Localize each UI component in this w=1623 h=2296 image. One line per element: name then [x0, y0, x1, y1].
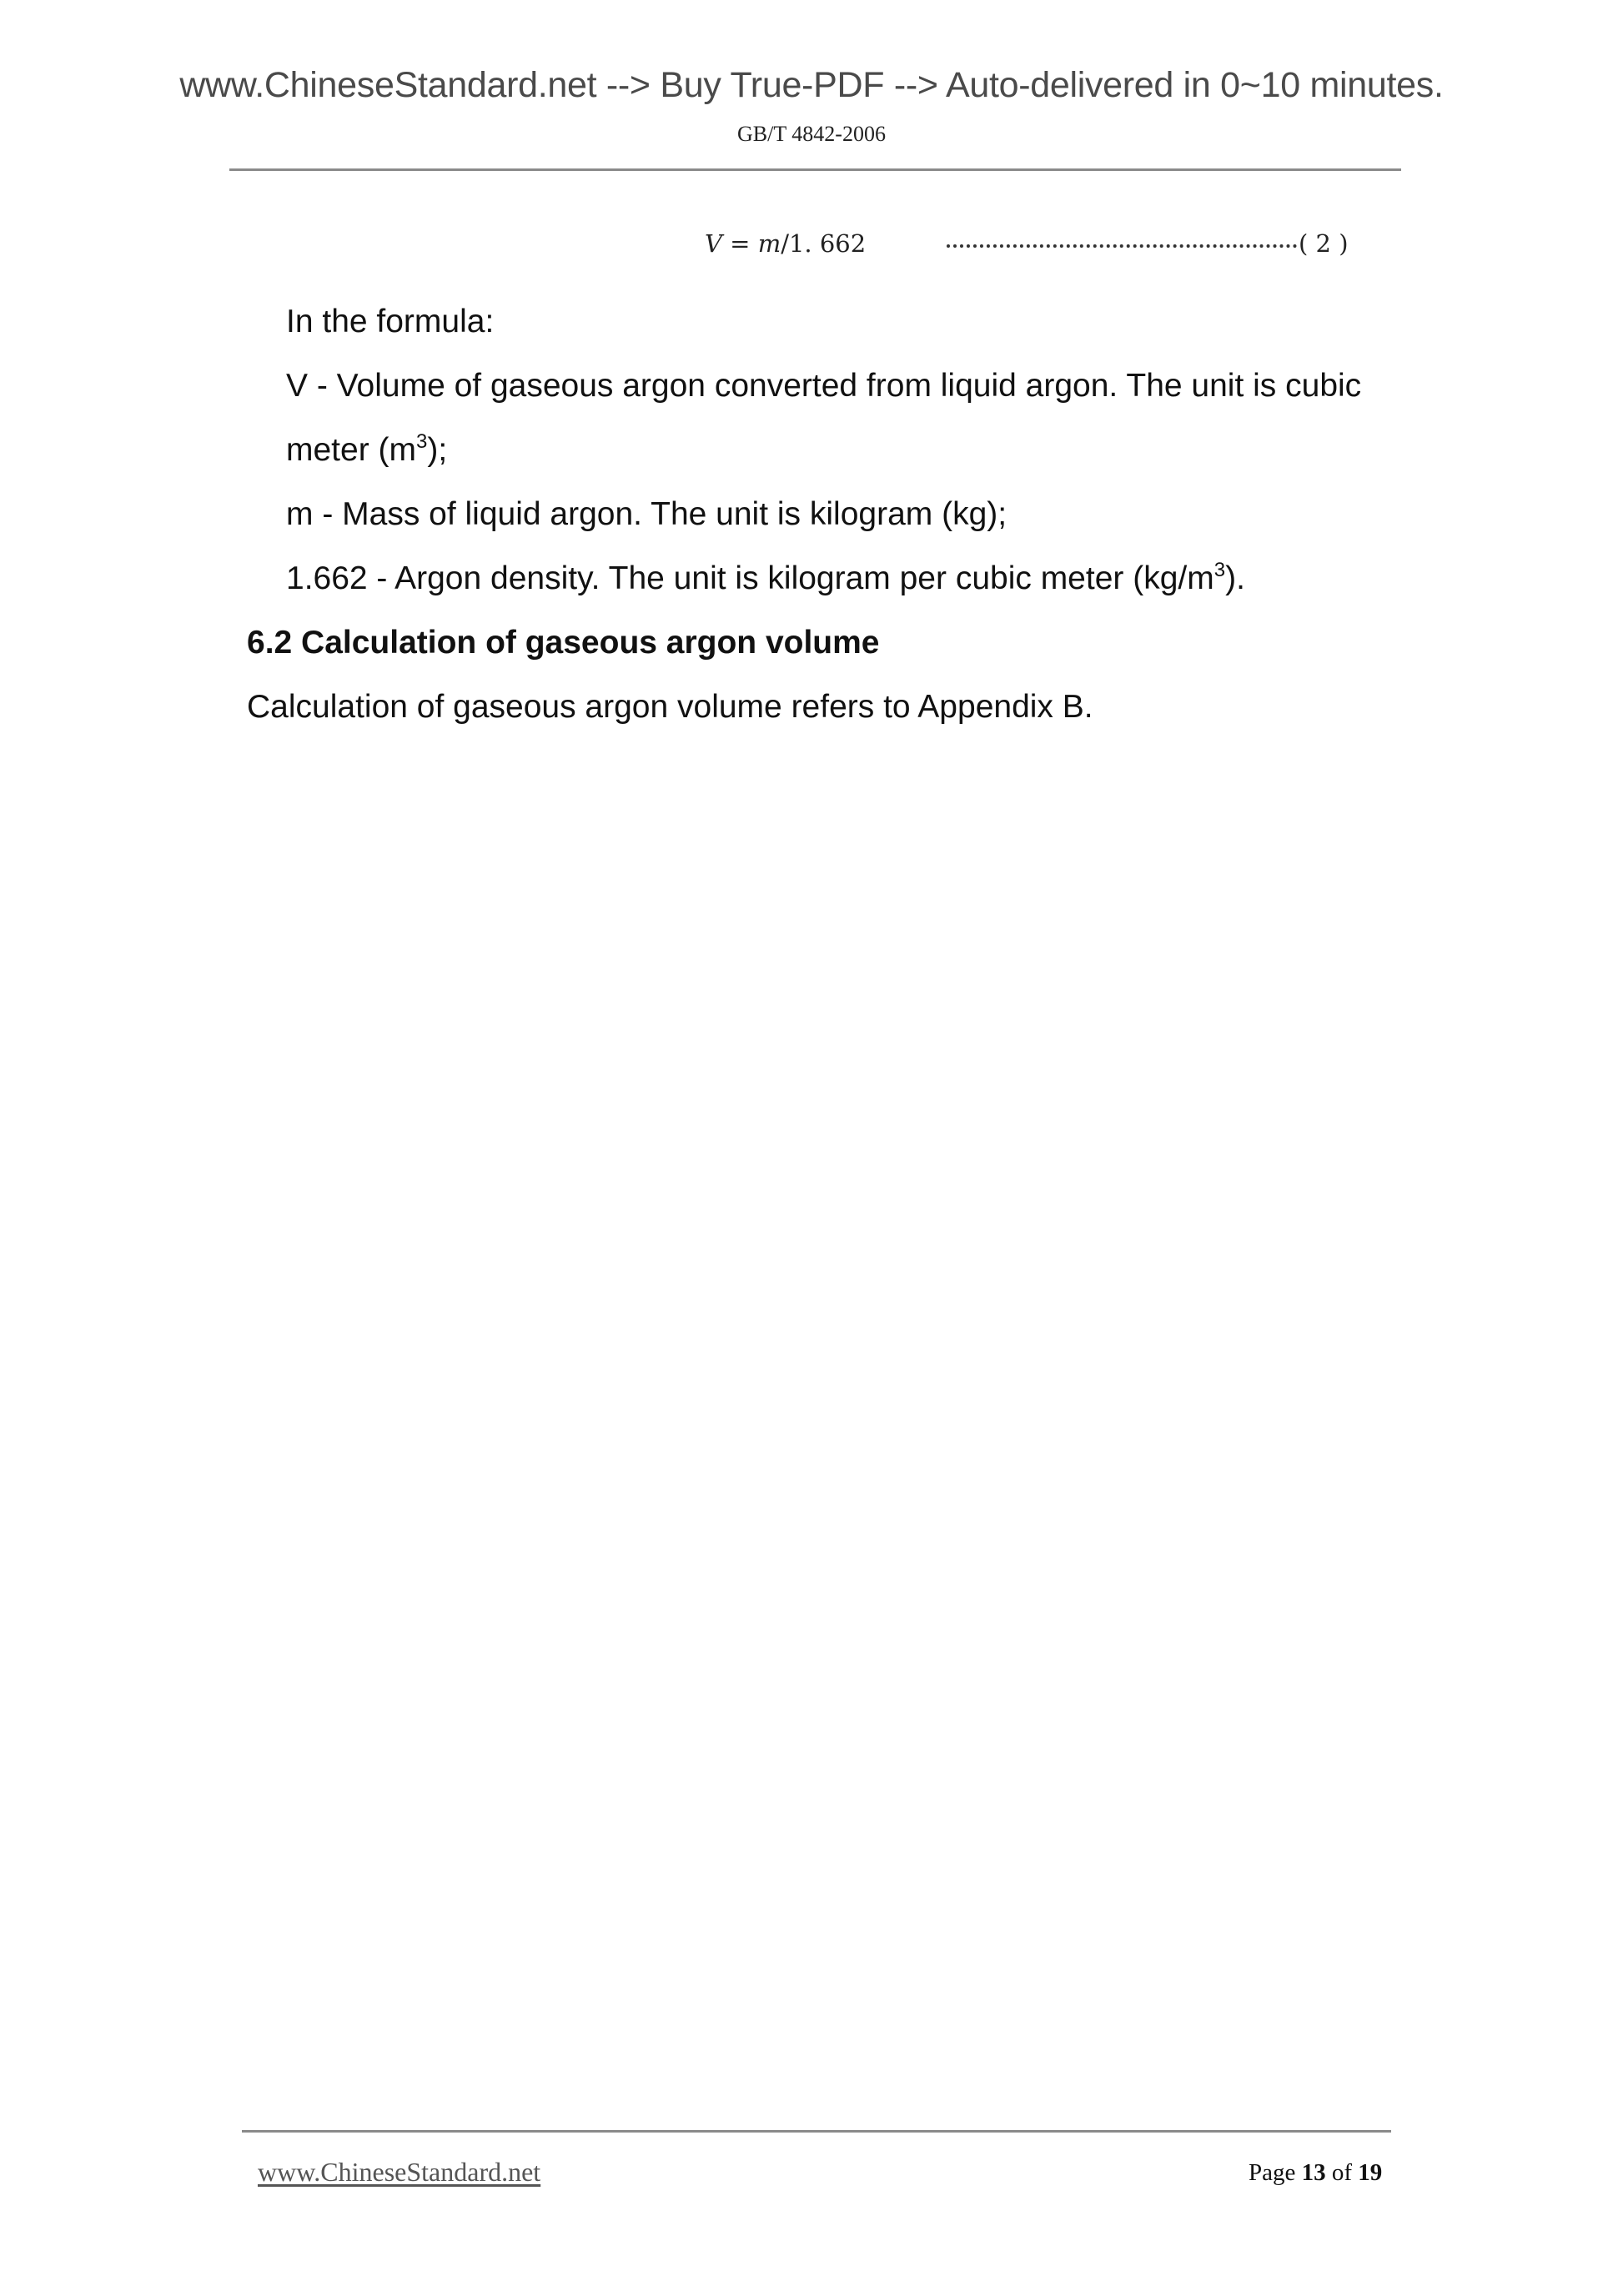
page-of-label: of [1325, 2159, 1359, 2186]
site-banner: www.ChineseStandard.net --> Buy True-PDF --> Auto-delivered in 0~10 minutes. [179, 65, 1444, 105]
definition-v-line2 [286, 432, 447, 469]
formula-expression [705, 229, 866, 258]
definition-m: m - Mass of liquid argon. The unit is kilogram (kg); [286, 496, 1007, 532]
formula-equals: = [721, 229, 758, 258]
section-heading-6-2: 6.2 Calculation of gaseous argon volume [247, 625, 880, 661]
formula-denominator: /1. 662 [781, 229, 867, 258]
standard-code: GB/T 4842-2006 [737, 122, 886, 146]
formula-intro: In the formula: [286, 304, 495, 339]
superscript-3: 3 [416, 430, 428, 453]
definition-density [286, 560, 1245, 597]
footer-site-link[interactable]: www.ChineseStandard.net [258, 2157, 541, 2187]
definition-v-line1: V - Volume of gaseous argon converted from liquid argon. The unit is cubic [286, 368, 1362, 404]
current-page: 13 [1301, 2159, 1326, 2186]
formula-2 [705, 229, 1380, 263]
header-divider [229, 168, 1401, 171]
definition-density-end: ). [1225, 560, 1245, 596]
formula-lhs: V [705, 229, 722, 258]
section-6-2-text: Calculation of gaseous argon volume refers to Appendix B. [247, 689, 1093, 725]
page-indicator [1249, 2159, 1382, 2187]
definition-v-text: meter (m [286, 432, 416, 468]
definition-v-end: ); [427, 432, 448, 468]
formula-numerator: m [757, 229, 781, 258]
page-label: Page [1249, 2159, 1302, 2186]
dot-leader [947, 224, 1297, 248]
formula-number: ( 2 ) [1299, 229, 1349, 258]
total-pages: 19 [1358, 2159, 1383, 2186]
superscript-3: 3 [1213, 559, 1226, 581]
footer-divider [242, 2130, 1391, 2133]
definition-density-text: 1.662 - Argon density. The unit is kilogram per cubic meter (kg/m [286, 560, 1214, 596]
